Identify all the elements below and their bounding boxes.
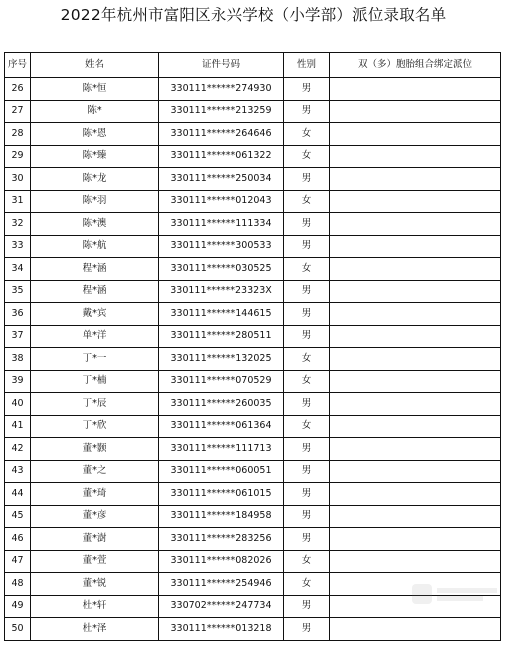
row-gender: 男 [284,235,330,258]
row-name: 杜*轩 [31,595,159,618]
row-gender: 男 [284,78,330,101]
row-twin-binding [330,100,501,123]
row-name: 董*之 [31,460,159,483]
row-name: 董*琦 [31,483,159,506]
row-twin-binding [330,78,501,101]
row-serial-number: 50 [5,618,31,641]
table-row [5,618,501,641]
row-serial-number: 30 [5,168,31,191]
row-gender: 女 [284,550,330,573]
table-row [5,303,501,326]
row-gender: 男 [284,280,330,303]
table-header-row [5,53,501,78]
row-name: 丁*欣 [31,415,159,438]
row-id-number: 330111******013218 [159,618,284,641]
row-serial-number: 48 [5,573,31,596]
header-id-number: 证件号码 [159,53,284,78]
row-id-number: 330111******23323X [159,280,284,303]
row-gender: 男 [284,483,330,506]
row-id-number: 330111******213259 [159,100,284,123]
row-id-number: 330111******280511 [159,325,284,348]
row-twin-binding [330,393,501,416]
row-twin-binding [330,123,501,146]
row-serial-number: 36 [5,303,31,326]
row-serial-number: 45 [5,505,31,528]
row-serial-number: 40 [5,393,31,416]
row-name: 陈*航 [31,235,159,258]
row-twin-binding [330,438,501,461]
header-serial-number: 序号 [5,53,31,78]
row-twin-binding [330,325,501,348]
row-name: 戴*宾 [31,303,159,326]
row-id-number: 330111******283256 [159,528,284,551]
row-name: 程*涵 [31,280,159,303]
row-name: 程*涵 [31,258,159,281]
row-id-number: 330111******061322 [159,145,284,168]
row-name: 董*萱 [31,550,159,573]
table-row [5,78,501,101]
row-name: 单*洋 [31,325,159,348]
row-serial-number: 34 [5,258,31,281]
row-gender: 女 [284,258,330,281]
row-name: 杜*泽 [31,618,159,641]
header-name: 姓名 [31,53,159,78]
page-title: 2022年杭州市富阳区永兴学校（小学部）派位录取名单 [60,6,447,24]
table-row [5,483,501,506]
row-name: 董*锐 [31,573,159,596]
row-serial-number: 29 [5,145,31,168]
table-row [5,393,501,416]
table-row [5,460,501,483]
row-name: 董*澍 [31,528,159,551]
row-gender: 男 [284,438,330,461]
row-serial-number: 46 [5,528,31,551]
table-row [5,168,501,191]
row-name: 丁*一 [31,348,159,371]
row-twin-binding [330,235,501,258]
table-body [5,78,501,641]
row-name: 董*彦 [31,505,159,528]
row-serial-number: 27 [5,100,31,123]
table-row [5,100,501,123]
row-gender: 男 [284,325,330,348]
row-name: 丁*楠 [31,370,159,393]
watermark-logo [411,580,501,608]
row-id-number: 330111******254946 [159,573,284,596]
row-id-number: 330111******012043 [159,190,284,213]
row-twin-binding [330,213,501,236]
row-serial-number: 31 [5,190,31,213]
row-twin-binding [330,145,501,168]
row-gender: 女 [284,370,330,393]
row-gender: 女 [284,573,330,596]
row-name: 陈* [31,100,159,123]
table-row [5,123,501,146]
row-serial-number: 28 [5,123,31,146]
row-id-number: 330111******111713 [159,438,284,461]
row-name: 陈*羽 [31,190,159,213]
row-id-number: 330111******250034 [159,168,284,191]
table-row [5,145,501,168]
row-gender: 女 [284,190,330,213]
row-gender: 女 [284,348,330,371]
row-twin-binding [330,550,501,573]
row-name: 陈*澳 [31,213,159,236]
table-row [5,190,501,213]
row-serial-number: 26 [5,78,31,101]
row-name: 陈*恩 [31,123,159,146]
row-id-number: 330111******061015 [159,483,284,506]
row-name: 陈*恒 [31,78,159,101]
row-serial-number: 41 [5,415,31,438]
row-id-number: 330111******030525 [159,258,284,281]
table-row [5,438,501,461]
row-id-number: 330111******132025 [159,348,284,371]
row-id-number: 330702******247734 [159,595,284,618]
table-row [5,258,501,281]
row-gender: 女 [284,415,330,438]
row-twin-binding [330,483,501,506]
table-row [5,325,501,348]
row-twin-binding [330,505,501,528]
row-gender: 男 [284,505,330,528]
row-id-number: 330111******144615 [159,303,284,326]
row-serial-number: 32 [5,213,31,236]
row-gender: 男 [284,595,330,618]
row-gender: 男 [284,303,330,326]
table-row [5,213,501,236]
row-serial-number: 44 [5,483,31,506]
row-id-number: 330111******061364 [159,415,284,438]
row-serial-number: 33 [5,235,31,258]
row-twin-binding [330,348,501,371]
row-id-number: 330111******274930 [159,78,284,101]
row-id-number: 330111******070529 [159,370,284,393]
row-twin-binding [330,618,501,641]
row-id-number: 330111******300533 [159,235,284,258]
header-twin-binding: 双（多）胞胎组合绑定派位 [330,53,501,78]
row-name: 丁*辰 [31,393,159,416]
table-row [5,235,501,258]
row-twin-binding [330,528,501,551]
row-id-number: 330111******264646 [159,123,284,146]
row-gender: 女 [284,123,330,146]
row-serial-number: 37 [5,325,31,348]
row-id-number: 330111******260035 [159,393,284,416]
row-gender: 女 [284,145,330,168]
row-id-number: 330111******111334 [159,213,284,236]
row-gender: 男 [284,618,330,641]
table-row [5,348,501,371]
row-gender: 男 [284,528,330,551]
table-row [5,550,501,573]
header-gender: 性别 [284,53,330,78]
table-row [5,280,501,303]
row-twin-binding [330,460,501,483]
row-id-number: 330111******082026 [159,550,284,573]
row-gender: 男 [284,168,330,191]
row-gender: 男 [284,460,330,483]
row-twin-binding [330,190,501,213]
row-twin-binding [330,280,501,303]
table-row [5,528,501,551]
table-row [5,505,501,528]
row-serial-number: 39 [5,370,31,393]
admission-roster-table [4,52,501,641]
row-twin-binding [330,303,501,326]
row-gender: 男 [284,393,330,416]
row-serial-number: 49 [5,595,31,618]
table-row [5,415,501,438]
row-gender: 男 [284,213,330,236]
row-name: 陈*臻 [31,145,159,168]
row-serial-number: 43 [5,460,31,483]
row-serial-number: 42 [5,438,31,461]
row-twin-binding [330,168,501,191]
row-twin-binding [330,258,501,281]
row-id-number: 330111******184958 [159,505,284,528]
table-row [5,370,501,393]
row-name: 陈*龙 [31,168,159,191]
row-name: 董*颢 [31,438,159,461]
row-gender: 男 [284,100,330,123]
row-serial-number: 47 [5,550,31,573]
row-twin-binding [330,370,501,393]
row-serial-number: 38 [5,348,31,371]
row-serial-number: 35 [5,280,31,303]
row-id-number: 330111******060051 [159,460,284,483]
row-twin-binding [330,415,501,438]
